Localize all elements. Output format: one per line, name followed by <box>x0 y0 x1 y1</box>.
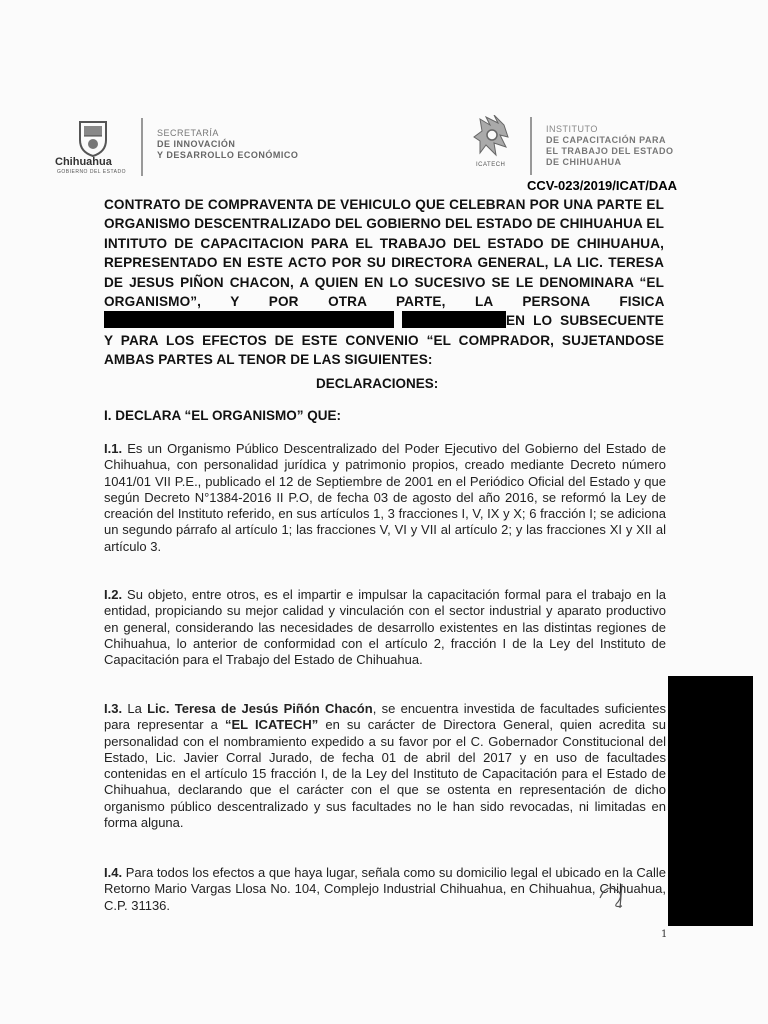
instituto-line-1: INSTITUTO <box>546 124 598 134</box>
paragraph-number: I.3. <box>104 701 123 716</box>
paragraph-number: I.4. <box>104 865 123 880</box>
section-1-heading: I. DECLARA “EL ORGANISMO” QUE: <box>104 408 342 423</box>
contract-title-part-1: CONTRATO DE COMPRAVENTA DE VEHICULO QUE CELEBRAN POR UNA PARTE EL ORGANISMO DESCENTRALIZADO DEL GOBIERNO DEL ESTADO DE CHIHUAHUA EL INTITUTO DE CAPACITACION PARA EL TRABAJO DEL ESTADO DE CHIHUAHUA, REPRESENTADO EN ESTE ACTO POR SU DIRECTORA GENERAL, LA LIC. TERESA DE JESUS PIÑON CHACON, A QUIEN EN LO SUCESIVO SE LE DENOMINARA “EL ORGANISMO”, Y POR OTRA PARTE, LA PERSONA FISICA <box>104 197 664 310</box>
paragraph-text: Su objeto, entre otros, es el impartir e impulsar la capacitación formal para el trabajo en la entidad, propiciando su mejor calidad y vinculación con el sector industrial y aparato productivo en general, considerando las necesidades de desarrollo existentes en las distintas regiones de Chihuahua, lo anterior de conformidad con el artículo 2, fracción I de la Ley del Instituto de Capacitación para el Trabajo del Estado de Chihuahua. <box>104 587 666 668</box>
icatech-reference: “EL ICATECH” <box>224 717 319 733</box>
paragraph-text: , se encuentra investida de facultades suficientes para representar a <box>104 701 666 733</box>
header-left-divider <box>141 118 143 176</box>
secretaria-line-3: Y DESARROLLO ECONÓMICO <box>157 150 299 160</box>
header-right-divider <box>530 117 532 175</box>
redaction-block <box>668 676 753 926</box>
header-left-branding <box>55 118 345 178</box>
header-right-branding <box>470 115 710 175</box>
paragraph-text: en su carácter de Directora General, quien acredita su personalidad con el nombramiento expedido a su favor por el C. Gobernador Constitucional del Estado, Lic. Javier Corral Jurado, de fecha 01 de abril del 2017 y en uso de facultades contenidas en el artículo 15 fracción I, de la Ley del Instituto de Capacitación para el Estado de Chihuahua, declarando que el carácter con el que se ostenta en representación de dicho organismo público descentralizado y sus facultades no le han sido revocadas, ni limitadas en forma alguna. <box>104 717 666 831</box>
contract-reference-number: CCV-023/2019/ICAT/DAA <box>527 178 678 193</box>
redaction-bar <box>402 311 506 328</box>
paragraph-text: Para todos los efectos a que haya lugar, señala como su domicilio legal el ubicado en la Calle Retorno Mario Vargas Llosa No. 104, Complejo Industrial Chihuahua, en Chihuahua, Chihuahua, C.P. 31136. <box>104 865 666 913</box>
contract-title-part-2: EN LO SUBSECUENTE Y PARA LOS EFECTOS DE ESTE CONVENIO “EL COMPRADOR, SUJETANDOSE AMBAS PARTES AL TENOR DE LAS SIGUIENTES: <box>104 313 664 368</box>
chihuahua-shield-logo-icon <box>70 118 130 158</box>
paragraph-1-1 <box>104 441 666 555</box>
icatech-logo-icon <box>472 115 512 160</box>
secretaria-name <box>157 128 298 161</box>
paragraph-text: Es un Organismo Público Descentralizado del Poder Ejecutivo del Gobierno del Estado de Chihuahua, con personalidad jurídica y patrimonio propios, creado mediante Decreto número 1041/01 VII P.E., publicado el 12 de Septiembre de 2001 en el Periódico Oficial del Estado y que según Decreto N°1384-2016 II P.O, de fecha 03 de agosto del año 2016, se reformó la Ley de creación del Instituto referido, en sus artículos 1, 3 fracciones I, V, IX y X; 6 fracción I; se adiciona un segundo párrafo al artículo 1; las fracciones V, VI y VII al artículo 2; y las fracciones XI y XII al artículo 3. <box>104 441 666 554</box>
icatech-caption: ICATECH <box>476 162 506 168</box>
paragraph-1-2 <box>104 587 666 668</box>
instituto-line-3: EL TRABAJO DEL ESTADO <box>546 146 674 156</box>
director-name: Lic. Teresa de Jesús Piñón Chacón <box>147 701 373 716</box>
paragraph-1-4 <box>104 865 666 914</box>
chihuahua-logo-caption: Chihuahua <box>55 156 112 168</box>
instituto-line-2: DE CAPACITACIÓN PARA <box>546 135 666 145</box>
paragraph-1-3 <box>104 701 666 831</box>
chihuahua-logo-subcaption: GOBIERNO DEL ESTADO <box>57 169 126 175</box>
paragraph-number: I.2. <box>104 587 123 602</box>
instituto-line-4: DE CHIHUAHUA <box>546 157 622 167</box>
paragraph-number: I.1. <box>104 441 123 456</box>
redaction-bar <box>104 311 394 328</box>
declaraciones-heading: DECLARACIONES: <box>316 376 439 391</box>
secretaria-line-2: DE INNOVACIÓN <box>157 139 236 149</box>
secretaria-line-1: SECRETARÍA <box>157 128 219 138</box>
paragraph-text: La <box>122 701 148 716</box>
instituto-name <box>546 124 674 168</box>
handwritten-initial-icon <box>596 880 636 910</box>
contract-title <box>104 195 664 370</box>
page-number: 1 <box>661 929 668 940</box>
